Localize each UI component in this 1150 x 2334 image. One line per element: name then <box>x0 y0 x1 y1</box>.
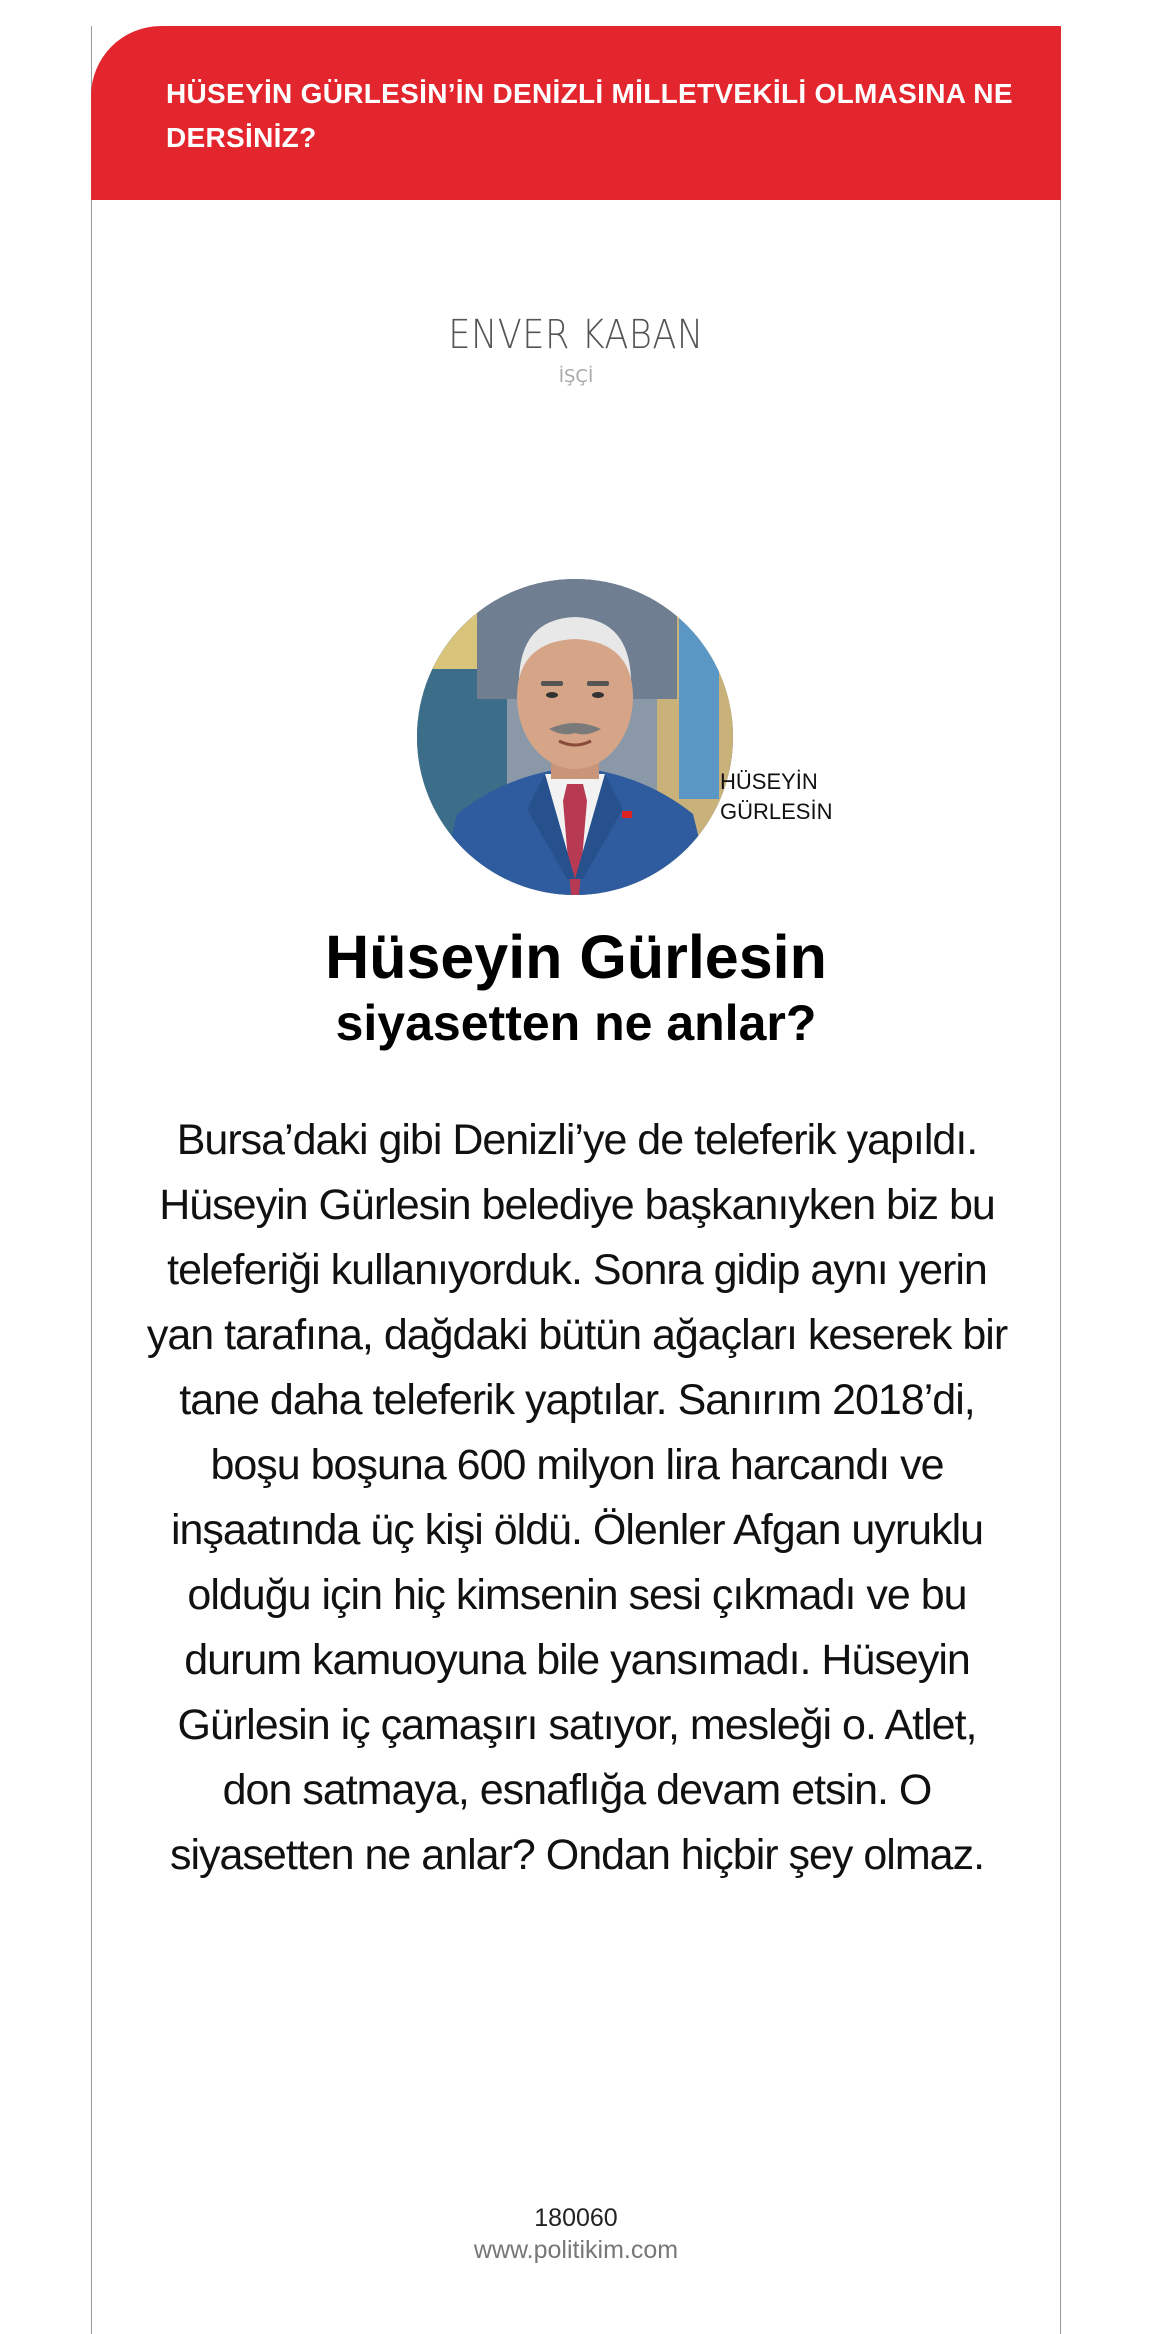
banner-title: HÜSEYİN GÜRLESİN’İN DENİZLİ MİLLETVEKİLİ OLMASINA NE DERSİNİZ? <box>166 78 1013 153</box>
article-card <box>91 26 1061 2334</box>
headline-line2: siyasetten ne anlar? <box>335 995 817 1051</box>
headline <box>92 921 1060 1053</box>
photo-caption <box>720 767 832 827</box>
author-job: İŞÇİ <box>558 366 594 387</box>
author-block <box>92 312 1060 387</box>
photo-caption-line2: GÜRLESİN <box>720 799 833 824</box>
header-banner <box>91 26 1061 200</box>
footer-code: 180060 <box>534 2204 618 2232</box>
author-name: ENVER KABAN <box>448 312 704 358</box>
article-body: Bursa’daki gibi Denizli’ye de teleferik yapıldı. Hüseyin Gürlesin belediye başkanıyken biz bu teleferiği kullanıyorduk. Sonra gidip aynı yerin yan tarafına, dağdaki bütün ağaçları keserek bir tane daha teleferik yaptılar. Sanırım 2018’di, boşu boşuna 600 milyon lira harcandı ve inşaatında üç kişi öldü. Ölenler Afgan uyruklu olduğu için hiç kimsenin sesi çıkmadı ve bu durum kamuoyuna bile yansımadı. Hüseyin Gürlesin iç çamaşırı satıyor, mesleği o. Atlet, don satmaya, esnaflığa devam etsin. O siyasetten ne anlar? Ondan hiçbir şey olmaz. <box>146 1116 1008 1879</box>
portrait-illustration <box>417 579 733 895</box>
footer <box>92 2202 1060 2266</box>
headline-line1: Hüseyin Gürlesin <box>325 923 827 991</box>
footer-url: www.politikim.com <box>473 2236 679 2264</box>
portrait-photo <box>417 579 733 895</box>
photo-caption-line1: HÜSEYİN <box>720 769 818 794</box>
